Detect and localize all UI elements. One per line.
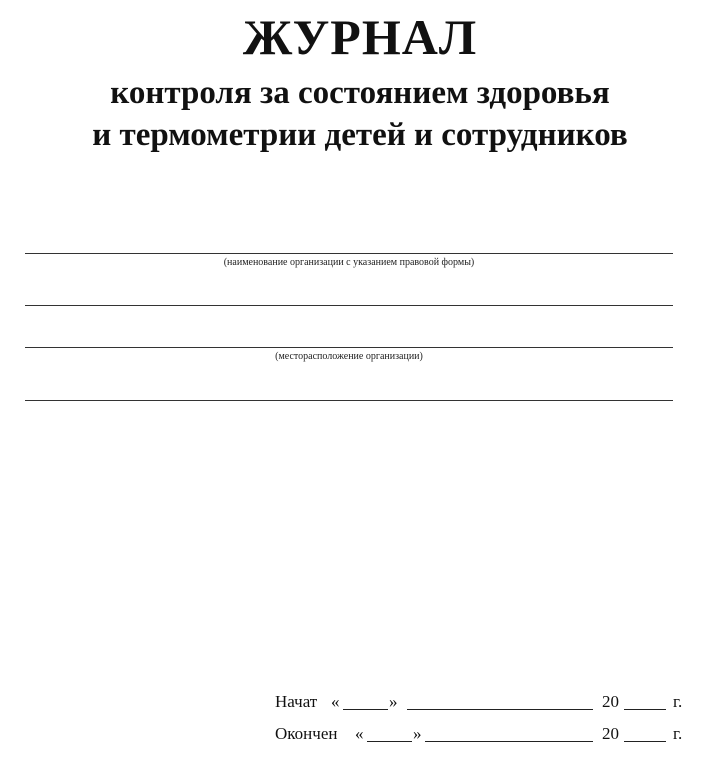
started-month-blank[interactable] xyxy=(407,709,593,710)
started-year-blank[interactable] xyxy=(624,709,666,710)
ended-century: 20 xyxy=(602,724,619,743)
ended-day-blank[interactable] xyxy=(367,741,412,742)
started-close-quote: » xyxy=(389,692,398,711)
ended-close-quote: » xyxy=(413,724,422,743)
started-day-blank[interactable] xyxy=(343,709,388,710)
document-subtitle-line-2: и термометрии детей и сотрудников xyxy=(92,117,628,153)
started-century: 20 xyxy=(602,692,619,711)
organization-location-caption: (месторасположение организации) xyxy=(275,351,423,362)
started-open-quote: « xyxy=(331,692,340,711)
document-subtitle-line-1: контроля за состоянием здоровья xyxy=(110,75,610,111)
ended-open-quote: « xyxy=(355,724,364,743)
organization-name-line[interactable] xyxy=(25,253,673,254)
organization-name-caption: (наименование организации с указанием правовой формы) xyxy=(223,257,475,268)
started-date-row xyxy=(275,690,695,714)
ended-year-blank[interactable] xyxy=(624,741,666,742)
organization-name-line-2[interactable] xyxy=(25,305,673,306)
started-label: Начат xyxy=(275,692,318,711)
organization-location-line[interactable] xyxy=(25,347,673,348)
started-year-suffix: г. xyxy=(673,692,683,711)
ended-label: Окончен xyxy=(275,724,338,743)
ended-date-row xyxy=(275,722,695,746)
document-title: ЖУРНАЛ xyxy=(242,9,478,65)
ended-month-blank[interactable] xyxy=(425,741,593,742)
ended-year-suffix: г. xyxy=(673,724,683,743)
organization-location-line-2[interactable] xyxy=(25,400,673,401)
